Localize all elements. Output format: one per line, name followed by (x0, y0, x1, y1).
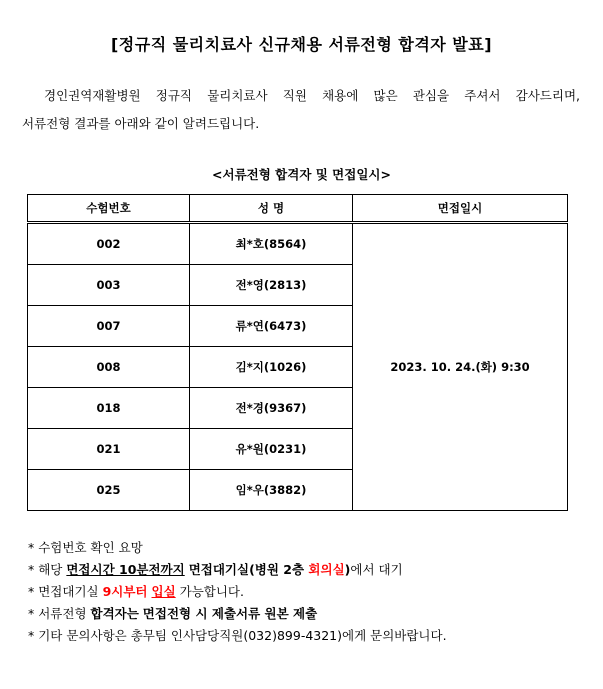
note-highlight: 9시부터 (102, 584, 148, 599)
note-text: * 수험번호 확인 요망 (28, 540, 143, 555)
note-emphasis: 면접대기실(병원 2층 (188, 562, 309, 577)
note-item (28, 559, 588, 581)
note-item (28, 537, 588, 559)
exam-number-cell: 021 (28, 429, 190, 470)
note-emphasis: 면접전형 시 제출서류 원본 제출 (142, 606, 318, 621)
exam-number-cell: 018 (28, 388, 190, 429)
note-emphasis: 면접시간 10분전까지 (66, 562, 185, 577)
page-title: [정규직 물리치료사 신규채용 서류전형 합격자 발표] (110, 35, 493, 54)
intro-paragraph (22, 82, 580, 138)
note-text: 가능합니다. (175, 584, 244, 599)
header-name: 성 명 (190, 195, 353, 223)
note-text: 에서 대기 (350, 562, 403, 577)
exam-number-cell: 002 (28, 223, 190, 265)
note-item (28, 581, 588, 603)
table-title: <서류전형 합격자 및 면접일시> (212, 167, 391, 182)
name-cell: 전*경(9367) (190, 388, 353, 429)
note-text: * 기타 문의사항은 총무팀 인사담당직원(032)899-4321)에게 문의바랍니다. (28, 628, 447, 643)
exam-number-cell: 003 (28, 265, 190, 306)
note-highlight: 회의실 (308, 562, 345, 577)
note-emphasis: 합격자는 (90, 606, 139, 621)
exam-number-cell: 007 (28, 306, 190, 347)
note-text: * 해당 (28, 562, 67, 577)
name-cell: 전*영(2813) (190, 265, 353, 306)
intro-line-1: 경인권역재활병원 정규직 물리치료사 직원 채용에 많은 관심을 주셔서 감사드리며, (44, 88, 580, 103)
header-interview-datetime: 면접일시 (353, 195, 568, 223)
name-cell: 류*연(6473) (190, 306, 353, 347)
intro-line-2: 서류전형 결과를 아래와 같이 알려드립니다. (22, 116, 260, 131)
name-cell: 김*지(1026) (190, 347, 353, 388)
name-cell: 최*호(8564) (190, 223, 353, 265)
header-exam-number: 수험번호 (28, 195, 190, 223)
note-emphasis: ) (344, 562, 351, 577)
note-text: * 서류전형 (28, 606, 91, 621)
name-cell: 유*원(0231) (190, 429, 353, 470)
table-header-row (28, 195, 568, 223)
table-row (28, 223, 568, 265)
exam-number-cell: 025 (28, 470, 190, 511)
name-cell: 임*우(3882) (190, 470, 353, 511)
interview-datetime-cell: 2023. 10. 24.(화) 9:30 (353, 223, 568, 511)
note-highlight: 입실 (151, 584, 176, 599)
note-text: * 면접대기실 (28, 584, 103, 599)
results-table (27, 194, 568, 511)
note-item (28, 603, 588, 625)
notes-list (28, 537, 588, 647)
note-item (28, 625, 588, 647)
exam-number-cell: 008 (28, 347, 190, 388)
